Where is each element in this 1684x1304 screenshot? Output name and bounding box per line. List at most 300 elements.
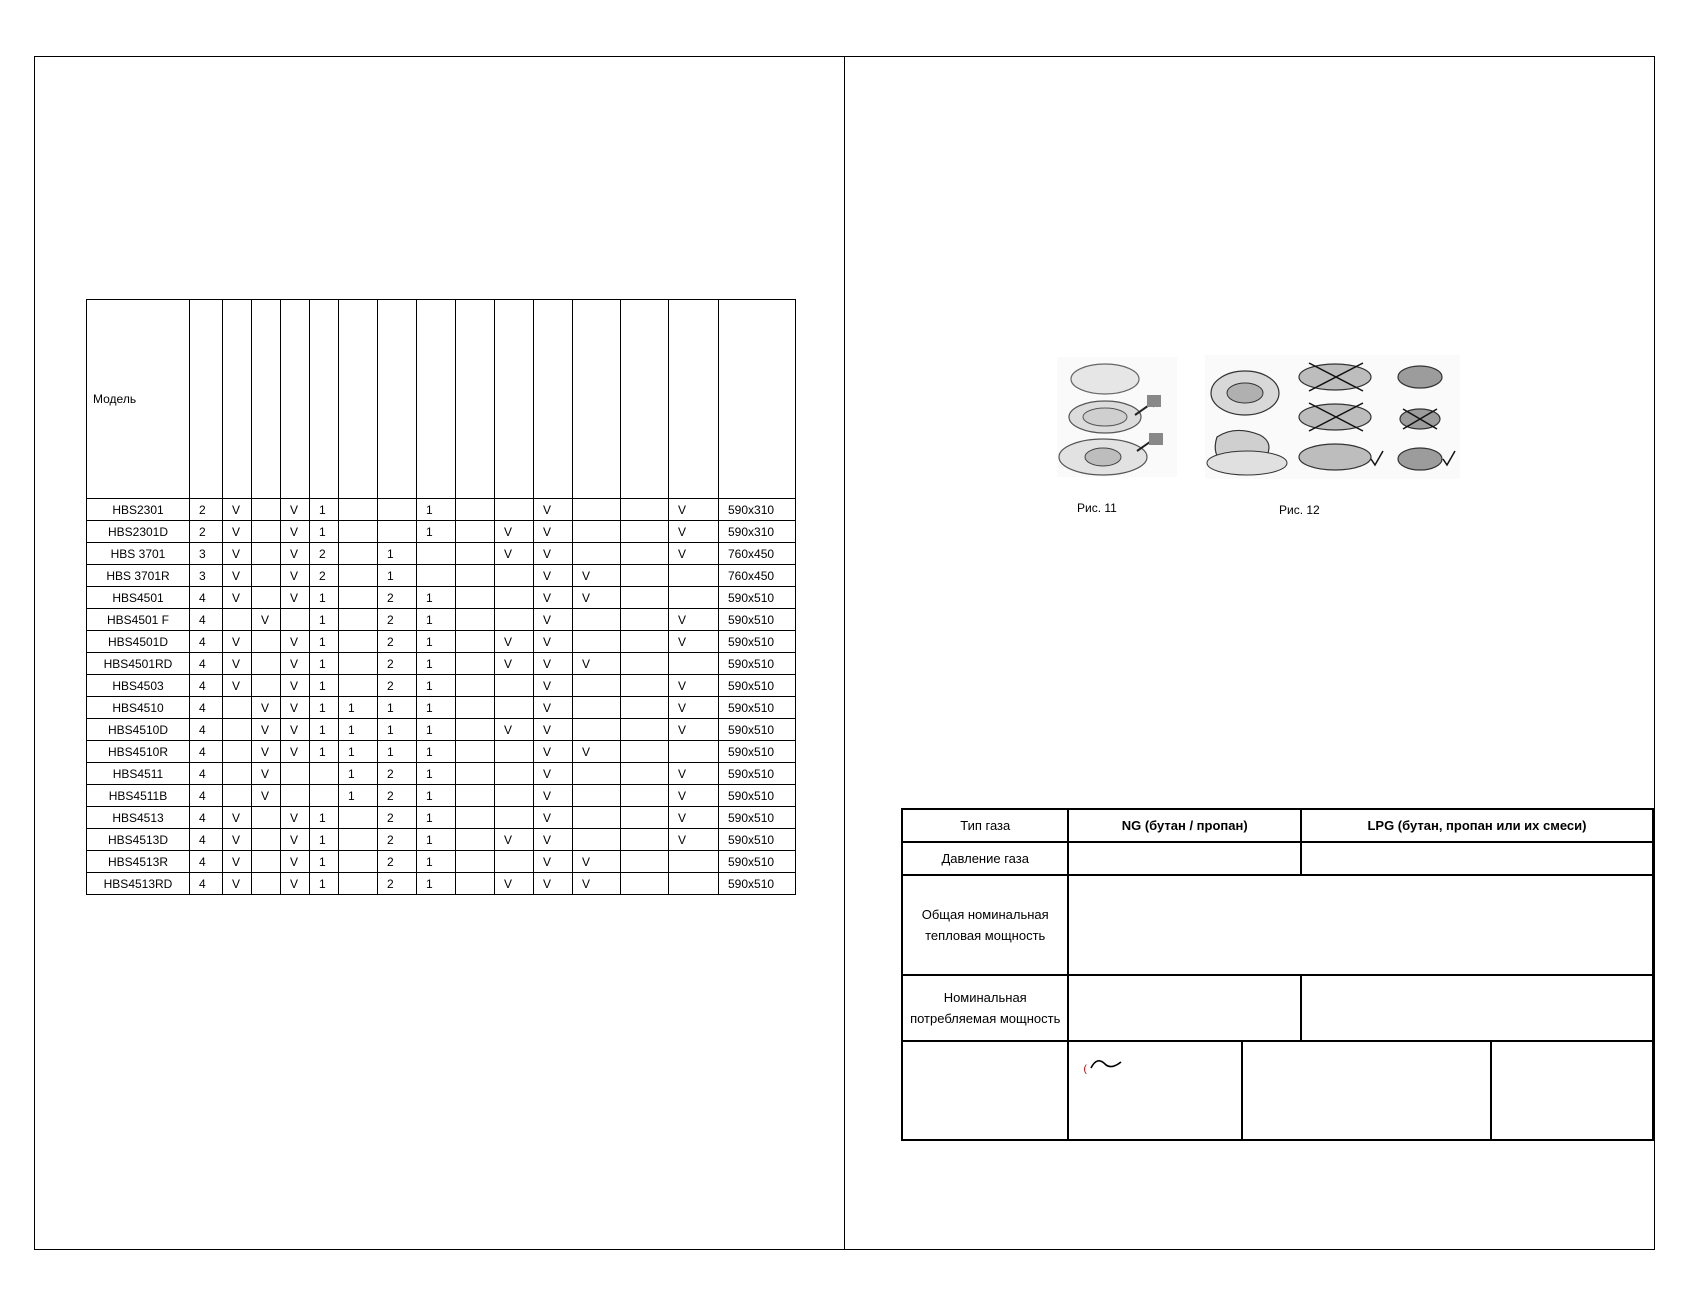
table-cell: V	[281, 719, 310, 741]
table-cell	[621, 631, 669, 653]
table-cell: V	[573, 851, 621, 873]
table-cell: 4	[190, 807, 223, 829]
model-name-cell: HBS4510R	[87, 741, 190, 763]
table-cell: 1	[417, 697, 456, 719]
table-cell	[495, 609, 534, 631]
table-cell	[456, 719, 495, 741]
table-row	[87, 587, 796, 609]
table-cell: V	[495, 631, 534, 653]
size-cell: 590x510	[719, 851, 796, 873]
table-cell: V	[281, 631, 310, 653]
table-cell: V	[534, 741, 573, 763]
table-cell: 2	[378, 653, 417, 675]
size-cell: 590x510	[719, 609, 796, 631]
table-cell	[456, 521, 495, 543]
table-cell: 1	[378, 741, 417, 763]
table-cell: V	[669, 719, 719, 741]
table-cell: 4	[190, 829, 223, 851]
size-cell: 590x510	[719, 697, 796, 719]
table-cell	[456, 807, 495, 829]
ng-consumed-value	[1068, 975, 1301, 1041]
table-cell: V	[223, 499, 252, 521]
size-cell: 590x510	[719, 785, 796, 807]
model-name-cell: HBS4501	[87, 587, 190, 609]
table-cell	[456, 697, 495, 719]
model-name-cell: HBS4501RD	[87, 653, 190, 675]
size-cell: 590x510	[719, 763, 796, 785]
table-cell	[621, 719, 669, 741]
table-cell	[495, 697, 534, 719]
table-cell: V	[534, 609, 573, 631]
table-cell: 2	[378, 873, 417, 895]
table-row	[87, 763, 796, 785]
size-cell: 590x510	[719, 719, 796, 741]
size-cell: 590x510	[719, 675, 796, 697]
table-cell: V	[223, 565, 252, 587]
table-cell: V	[669, 521, 719, 543]
table-cell: 1	[310, 829, 339, 851]
size-cell: 590x310	[719, 499, 796, 521]
table-row	[87, 609, 796, 631]
table-cell	[621, 609, 669, 631]
table-cell	[339, 587, 378, 609]
table-row	[87, 719, 796, 741]
table-cell	[339, 631, 378, 653]
table-cell	[456, 631, 495, 653]
table-cell	[339, 565, 378, 587]
table-cell	[223, 609, 252, 631]
table-cell: 3	[190, 543, 223, 565]
table-cell	[621, 697, 669, 719]
table-cell: 1	[310, 807, 339, 829]
table-cell: V	[534, 543, 573, 565]
table-cell	[621, 829, 669, 851]
model-name-cell: HBS4501D	[87, 631, 190, 653]
table-cell: V	[573, 653, 621, 675]
table-cell: 2	[378, 829, 417, 851]
header-cell	[719, 300, 796, 499]
table-cell: 1	[339, 741, 378, 763]
table-cell: 2	[310, 543, 339, 565]
model-name-cell: HBS2301	[87, 499, 190, 521]
table-cell	[573, 499, 621, 521]
table-cell: 1	[417, 807, 456, 829]
table-cell: V	[495, 653, 534, 675]
table-cell	[573, 631, 621, 653]
table-cell	[310, 763, 339, 785]
model-name-cell: HBS4513	[87, 807, 190, 829]
table-cell: V	[223, 521, 252, 543]
table-cell: 4	[190, 653, 223, 675]
table-cell: 1	[417, 785, 456, 807]
table-cell	[669, 851, 719, 873]
size-cell: 760x450	[719, 543, 796, 565]
model-name-cell: HBS4511B	[87, 785, 190, 807]
table-cell: V	[534, 697, 573, 719]
table-cell: 4	[190, 675, 223, 697]
table-cell: 1	[417, 763, 456, 785]
table-cell: V	[281, 565, 310, 587]
table-row	[87, 697, 796, 719]
model-name-cell: HBS4513R	[87, 851, 190, 873]
table-cell	[495, 565, 534, 587]
header-cell	[417, 300, 456, 499]
table-cell	[495, 807, 534, 829]
model-name-cell: HBS4511	[87, 763, 190, 785]
table-cell: 2	[310, 565, 339, 587]
table-cell	[252, 807, 281, 829]
header-cell	[223, 300, 252, 499]
table-cell	[252, 521, 281, 543]
table-cell	[252, 675, 281, 697]
table-cell: 3	[190, 565, 223, 587]
table-cell	[339, 807, 378, 829]
table-cell	[456, 653, 495, 675]
table-cell: V	[281, 807, 310, 829]
model-name-cell: HBS4503	[87, 675, 190, 697]
table-cell: V	[669, 499, 719, 521]
table-cell	[223, 785, 252, 807]
size-cell: 590x510	[719, 873, 796, 895]
table-cell	[339, 873, 378, 895]
table-cell	[573, 543, 621, 565]
header-cell	[339, 300, 378, 499]
table-row	[87, 675, 796, 697]
wave-icon	[1087, 1056, 1125, 1072]
table-cell	[339, 653, 378, 675]
table-cell: 1	[310, 521, 339, 543]
model-table	[86, 299, 796, 895]
table-cell	[621, 521, 669, 543]
table-cell	[621, 851, 669, 873]
table-cell: 1	[378, 543, 417, 565]
table-cell: V	[223, 829, 252, 851]
header-cell	[190, 300, 223, 499]
table-cell	[252, 653, 281, 675]
table-cell: 2	[378, 675, 417, 697]
table-cell	[223, 719, 252, 741]
header-cell	[573, 300, 621, 499]
table-cell: V	[223, 675, 252, 697]
table-cell	[339, 543, 378, 565]
table-cell: V	[534, 587, 573, 609]
table-cell: 1	[310, 631, 339, 653]
table-cell	[495, 763, 534, 785]
lpg-label: LPG (бутан, пропан или их смеси)	[1301, 809, 1653, 842]
table-cell: 4	[190, 587, 223, 609]
lpg-pressure-value	[1301, 842, 1653, 875]
size-cell: 760x450	[719, 565, 796, 587]
table-row	[87, 543, 796, 565]
table-cell	[573, 675, 621, 697]
table-cell: 1	[310, 873, 339, 895]
table-cell: 1	[378, 565, 417, 587]
table-cell: V	[281, 697, 310, 719]
table-row	[87, 653, 796, 675]
table-cell: 1	[417, 719, 456, 741]
table-cell	[252, 565, 281, 587]
table-cell: 2	[378, 851, 417, 873]
table-cell	[417, 565, 456, 587]
size-cell: 590x510	[719, 741, 796, 763]
table-cell	[456, 829, 495, 851]
table-cell	[495, 851, 534, 873]
table-cell: 4	[190, 851, 223, 873]
table-cell	[252, 587, 281, 609]
table-cell	[621, 565, 669, 587]
table-cell	[669, 741, 719, 763]
table-cell	[456, 587, 495, 609]
table-cell: V	[534, 675, 573, 697]
table-cell: 4	[190, 741, 223, 763]
table-cell: V	[534, 873, 573, 895]
table-cell: V	[252, 763, 281, 785]
table-cell: 1	[310, 499, 339, 521]
table-cell: 2	[378, 763, 417, 785]
table-cell: 2	[190, 521, 223, 543]
red-mark-text: (	[1083, 1064, 1087, 1075]
table-cell	[573, 807, 621, 829]
table-cell	[456, 499, 495, 521]
table-cell: V	[281, 499, 310, 521]
table-cell: V	[281, 587, 310, 609]
table-row	[87, 499, 796, 521]
size-cell: 590x510	[719, 653, 796, 675]
table-cell: 1	[310, 851, 339, 873]
table-header-row	[87, 300, 796, 499]
table-cell	[252, 873, 281, 895]
table-cell	[621, 763, 669, 785]
size-cell: 590x510	[719, 829, 796, 851]
table-row	[87, 741, 796, 763]
table-cell	[339, 609, 378, 631]
table-cell	[495, 741, 534, 763]
pressure-label: Давление газа	[902, 842, 1068, 875]
table-cell: V	[223, 631, 252, 653]
table-cell	[456, 675, 495, 697]
table-cell: 1	[417, 631, 456, 653]
table-cell	[378, 521, 417, 543]
table-cell	[417, 543, 456, 565]
table-cell: V	[281, 829, 310, 851]
table-cell: V	[495, 829, 534, 851]
table-cell: 1	[339, 785, 378, 807]
table-cell	[252, 851, 281, 873]
table-cell	[573, 521, 621, 543]
table-cell	[456, 609, 495, 631]
ng-pressure-value	[1068, 842, 1301, 875]
table-cell: 1	[310, 697, 339, 719]
table-cell	[456, 873, 495, 895]
table-cell	[339, 829, 378, 851]
table-cell: V	[223, 543, 252, 565]
figure-11-caption: Рис. 11	[1077, 501, 1117, 515]
table-row	[87, 631, 796, 653]
table-cell: 4	[190, 785, 223, 807]
table-cell: V	[534, 499, 573, 521]
table-cell: V	[495, 543, 534, 565]
table-cell: 1	[417, 873, 456, 895]
total-power-label: Общая номинальная тепловая мощность	[902, 875, 1068, 975]
table-cell	[621, 675, 669, 697]
gas-table	[901, 808, 1654, 1141]
table-cell: 1	[417, 675, 456, 697]
table-cell: 1	[417, 741, 456, 763]
header-cell	[252, 300, 281, 499]
table-cell	[573, 609, 621, 631]
table-cell: 4	[190, 873, 223, 895]
table-cell: 1	[310, 653, 339, 675]
header-cell	[495, 300, 534, 499]
table-cell: V	[252, 741, 281, 763]
model-name-cell: HBS4513RD	[87, 873, 190, 895]
table-cell: V	[252, 785, 281, 807]
empty-cell-middle	[1242, 1041, 1491, 1140]
table-cell: 1	[378, 697, 417, 719]
table-cell	[573, 719, 621, 741]
header-cell	[456, 300, 495, 499]
table-cell: V	[534, 653, 573, 675]
table-cell: 2	[378, 587, 417, 609]
table-cell: V	[534, 631, 573, 653]
table-row	[87, 807, 796, 829]
model-name-cell: HBS 3701	[87, 543, 190, 565]
table-cell: V	[495, 719, 534, 741]
table-cell	[669, 565, 719, 587]
table-cell: V	[534, 565, 573, 587]
table-cell	[378, 499, 417, 521]
table-cell: V	[281, 543, 310, 565]
table-cell: 1	[310, 719, 339, 741]
ng-label: NG (бутан / пропан)	[1068, 809, 1301, 842]
table-cell: V	[281, 873, 310, 895]
model-name-cell: HBS2301D	[87, 521, 190, 543]
table-cell: V	[669, 763, 719, 785]
table-cell: 2	[378, 785, 417, 807]
table-cell	[252, 543, 281, 565]
model-name-cell: HBS4501 F	[87, 609, 190, 631]
right-page	[844, 56, 1655, 1250]
table-cell	[495, 499, 534, 521]
table-cell: V	[669, 697, 719, 719]
table-cell	[281, 763, 310, 785]
table-cell: 4	[190, 719, 223, 741]
table-cell	[621, 653, 669, 675]
table-cell: V	[252, 719, 281, 741]
table-cell: V	[669, 807, 719, 829]
table-cell: 1	[310, 675, 339, 697]
table-cell	[495, 675, 534, 697]
table-cell	[495, 587, 534, 609]
table-cell	[573, 697, 621, 719]
table-cell: V	[252, 697, 281, 719]
header-cell	[378, 300, 417, 499]
figure-12-burner-positioning-image	[1205, 355, 1460, 479]
table-cell	[573, 829, 621, 851]
table-cell: V	[534, 851, 573, 873]
header-cell	[534, 300, 573, 499]
table-row	[87, 785, 796, 807]
table-cell: 1	[378, 719, 417, 741]
table-cell	[339, 675, 378, 697]
table-cell: 1	[310, 741, 339, 763]
table-cell: V	[223, 807, 252, 829]
table-row	[87, 829, 796, 851]
table-cell: 4	[190, 631, 223, 653]
table-cell: 1	[417, 521, 456, 543]
table-cell	[495, 785, 534, 807]
lpg-consumed-value	[1301, 975, 1653, 1041]
table-cell: 1	[339, 763, 378, 785]
model-name-cell: HBS 3701R	[87, 565, 190, 587]
table-cell: 1	[310, 609, 339, 631]
table-cell: 1	[339, 697, 378, 719]
table-cell: 2	[378, 609, 417, 631]
table-cell: V	[534, 719, 573, 741]
left-page	[34, 56, 845, 1250]
table-cell: V	[223, 851, 252, 873]
table-cell	[621, 873, 669, 895]
table-cell: V	[669, 675, 719, 697]
table-cell: 2	[190, 499, 223, 521]
table-cell: V	[495, 521, 534, 543]
table-cell: V	[281, 521, 310, 543]
table-cell: V	[281, 851, 310, 873]
gas-type-label: Тип газа	[902, 809, 1068, 842]
table-cell	[310, 785, 339, 807]
size-cell: 590x510	[719, 807, 796, 829]
table-cell	[339, 851, 378, 873]
table-cell: V	[669, 631, 719, 653]
model-header: Модель	[87, 300, 190, 499]
table-cell	[456, 565, 495, 587]
table-cell: V	[281, 741, 310, 763]
table-cell	[621, 587, 669, 609]
table-cell	[456, 851, 495, 873]
table-cell: 4	[190, 609, 223, 631]
mark-cell	[1068, 1041, 1242, 1140]
table-cell	[573, 785, 621, 807]
table-cell: 2	[378, 807, 417, 829]
model-name-cell: HBS4513D	[87, 829, 190, 851]
table-cell: 1	[417, 653, 456, 675]
table-cell: 1	[417, 609, 456, 631]
size-cell: 590x510	[719, 631, 796, 653]
table-cell	[281, 785, 310, 807]
table-cell	[621, 785, 669, 807]
empty-cell-right	[1491, 1041, 1653, 1140]
table-cell: V	[669, 829, 719, 851]
table-cell: 2	[378, 631, 417, 653]
table-cell: V	[573, 587, 621, 609]
table-cell: 4	[190, 763, 223, 785]
total-power-value	[1068, 875, 1653, 975]
table-cell: V	[573, 565, 621, 587]
table-cell: V	[534, 763, 573, 785]
table-cell	[573, 763, 621, 785]
table-cell	[456, 785, 495, 807]
table-cell	[339, 499, 378, 521]
table-cell	[456, 543, 495, 565]
table-cell: 1	[417, 587, 456, 609]
table-row	[87, 873, 796, 895]
header-cell	[281, 300, 310, 499]
table-cell	[669, 587, 719, 609]
header-cell	[310, 300, 339, 499]
table-cell: V	[669, 543, 719, 565]
table-cell: V	[669, 609, 719, 631]
table-cell: V	[223, 653, 252, 675]
